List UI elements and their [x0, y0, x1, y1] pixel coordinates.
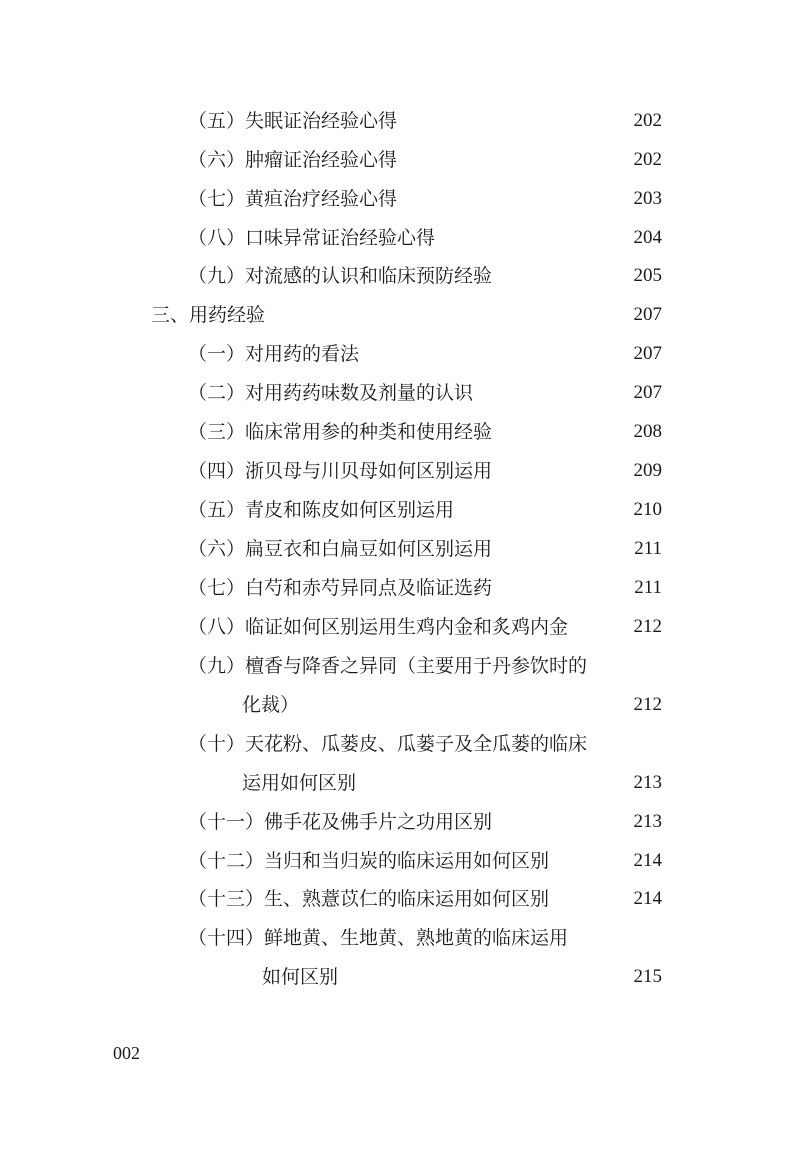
toc-entry-label: （十三）生、熟薏苡仁的临床运用如何区别 — [188, 888, 550, 910]
toc-entry[interactable] — [188, 491, 454, 529]
toc-entry-label: （十二）当归和当归炭的临床运用如何区别 — [188, 850, 550, 872]
toc-page-number: 209 — [633, 460, 662, 481]
toc-entry-label: （十四）鲜地黄、生地黄、熟地黄的临床运用 — [188, 927, 569, 949]
toc-page-number: 210 — [633, 499, 662, 520]
toc-entry-continuation-label: 化裁） — [242, 694, 300, 716]
toc-page-number: 205 — [633, 265, 662, 286]
toc-entry[interactable] — [188, 219, 435, 257]
toc-entry-label: （八）临证如何区别运用生鸡内金和炙鸡内金 — [188, 616, 569, 638]
toc-entry-label: （九）对流感的认识和临床预防经验 — [188, 265, 493, 287]
toc-entry[interactable] — [188, 880, 549, 918]
toc-page-number: 214 — [633, 850, 662, 871]
toc-page-number: 207 — [633, 382, 662, 403]
toc-page-number: 202 — [633, 110, 662, 131]
toc-entry[interactable] — [188, 374, 473, 412]
toc-page-number: 213 — [633, 772, 662, 793]
toc-entry-label: （六）扁豆衣和白扁豆如何区别运用 — [188, 538, 493, 560]
toc-entry-label: （五）青皮和陈皮如何区别运用 — [188, 499, 455, 521]
toc-page-number: 204 — [633, 227, 662, 248]
toc-page-number: 207 — [633, 343, 662, 364]
toc-entry[interactable] — [188, 608, 568, 646]
toc-entry-label: （八）口味异常证治经验心得 — [188, 227, 436, 249]
toc-entry-label: （五）失眠证治经验心得 — [188, 110, 398, 132]
toc-entry-label: （七）白芍和赤芍异同点及临证选药 — [188, 577, 493, 599]
toc-entry-continuation-label: 如何区别 — [262, 966, 339, 988]
toc-page-number: 211 — [634, 538, 662, 559]
toc-entry[interactable] — [188, 257, 492, 295]
toc-entry-label: （一）对用药的看法 — [188, 343, 360, 365]
toc-page-number: 215 — [633, 966, 662, 987]
toc-entry[interactable] — [188, 569, 492, 607]
toc-entry[interactable] — [188, 180, 397, 218]
toc-section-label: 三、用药经验 — [151, 304, 266, 326]
toc-entry[interactable] — [188, 141, 397, 179]
toc-entry[interactable] — [188, 102, 397, 140]
toc-entry-label: （二）对用药药味数及剂量的认识 — [188, 382, 474, 404]
toc-entry-label: （七）黄疸治疗经验心得 — [188, 188, 398, 210]
toc-page-number: 212 — [633, 616, 662, 637]
toc-entry[interactable] — [188, 725, 587, 763]
toc-entry[interactable] — [188, 842, 549, 880]
toc-page-number: 208 — [633, 421, 662, 442]
toc-page-number: 207 — [633, 304, 662, 325]
toc-page-number: 203 — [633, 188, 662, 209]
toc-entry-continuation[interactable] — [242, 764, 356, 802]
toc-entry[interactable] — [188, 647, 587, 685]
toc-entry[interactable] — [188, 452, 492, 490]
toc-entry-continuation[interactable] — [262, 958, 338, 996]
toc-entry-continuation[interactable] — [242, 686, 299, 724]
folio-page-number: 002 — [113, 1043, 140, 1063]
toc-page-number: 214 — [633, 888, 662, 909]
toc-entry[interactable] — [188, 413, 492, 451]
toc-entry-label: （十一）佛手花及佛手片之功用区别 — [188, 811, 493, 833]
toc-entry[interactable] — [188, 530, 492, 568]
toc-section-heading[interactable] — [151, 296, 265, 334]
toc-entry-label: （十）天花粉、瓜蒌皮、瓜蒌子及全瓜蒌的临床 — [188, 733, 588, 755]
toc-entry[interactable] — [188, 803, 492, 841]
toc-entry-label: （九）檀香与降香之异同（主要用于丹参饮时的 — [188, 655, 588, 677]
toc-page-number: 213 — [633, 811, 662, 832]
toc-page-number: 212 — [633, 694, 662, 715]
toc-entry-continuation-label: 运用如何区别 — [242, 772, 357, 794]
toc-page-number: 202 — [633, 149, 662, 170]
toc-entry-label: （三）临床常用参的种类和使用经验 — [188, 421, 493, 443]
toc-entry-label: （四）浙贝母与川贝母如何区别运用 — [188, 460, 493, 482]
toc-entry[interactable] — [188, 919, 568, 957]
toc-entry[interactable] — [188, 335, 359, 373]
toc-page-number: 211 — [634, 577, 662, 598]
toc-entry-label: （六）肿瘤证治经验心得 — [188, 149, 398, 171]
